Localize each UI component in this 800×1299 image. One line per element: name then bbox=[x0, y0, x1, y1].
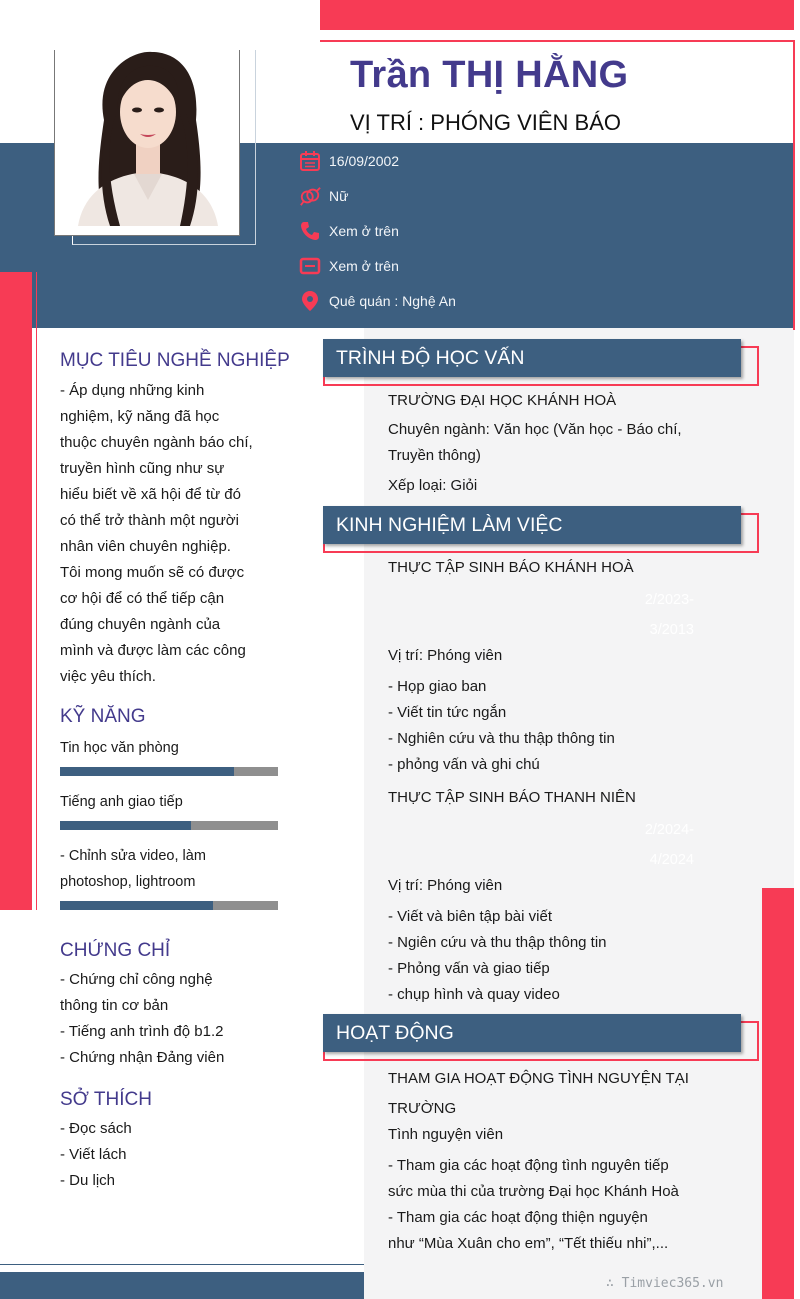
phone-icon bbox=[299, 220, 321, 242]
job-tasks: - Họp giao ban - Viết tin tức ngắn - Nghiên cứu và thu thập thông tin - phỏng vấn và ghi chú bbox=[388, 678, 615, 773]
certificates-title: CHỨNG CHỈ bbox=[60, 940, 171, 961]
education-school: TRƯỜNG ĐẠI HỌC KHÁNH HOÀ bbox=[388, 392, 617, 409]
experience-header: KINH NGHIỆM LÀM VIỆC bbox=[323, 506, 741, 544]
job-role: Vị trí: Phóng viên bbox=[388, 647, 503, 664]
skill-bar-fill bbox=[60, 821, 191, 830]
watermark: ∴ Timviec365.vn bbox=[606, 1276, 724, 1291]
skill-label: Tiếng anh giao tiếp bbox=[60, 794, 183, 810]
skill-bar bbox=[60, 767, 278, 776]
candidate-position: VỊ TRÍ : PHÓNG VIÊN BÁO bbox=[350, 110, 621, 135]
skill-bar bbox=[60, 901, 278, 910]
skills-title: KỸ NĂNG bbox=[60, 706, 146, 727]
job-date: 2/2023- 3/2013 bbox=[644, 592, 694, 638]
top-red-line bbox=[320, 40, 794, 42]
education-header: TRÌNH ĐỘ HỌC VẤN bbox=[323, 339, 741, 377]
activity-name: THAM GIA HOẠT ĐỘNG TÌNH NGUYỆN TẠI TRƯỜNG bbox=[388, 1070, 689, 1117]
job-date: 2/2024- 4/2024 bbox=[644, 822, 694, 868]
contact-hometown: Quê quán : Nghệ An bbox=[299, 289, 456, 313]
bottom-blue-bar bbox=[0, 1272, 364, 1299]
candidate-name: Trần THỊ HẰNG bbox=[350, 54, 629, 96]
activity-description: - Tham gia các hoạt động tình nguyên tiếp sức mùa thi của trường Đại học Khánh Hoà - Tham gia các hoạt động thiện nguyện như “Mùa Xuân cho em”, “Tết thiếu nhi”,... bbox=[388, 1157, 679, 1252]
left-red-bar bbox=[0, 272, 32, 910]
gender-icon bbox=[299, 185, 321, 207]
contact-gender: Nữ bbox=[299, 184, 348, 208]
bottom-blue-line bbox=[0, 1264, 364, 1265]
skill-bar bbox=[60, 821, 278, 830]
education-major: Chuyên ngành: Văn học (Văn học - Báo chí, Truyền thông) bbox=[388, 421, 682, 464]
location-icon bbox=[299, 290, 321, 312]
email-icon bbox=[299, 255, 321, 277]
activity-role: Tình nguyện viên bbox=[388, 1126, 504, 1143]
right-red-stripe bbox=[793, 40, 795, 330]
activities-header: HOẠT ĐỘNG bbox=[323, 1014, 741, 1052]
watermark-dots-icon: ∴ bbox=[606, 1276, 622, 1291]
skill-bar-fill bbox=[60, 901, 213, 910]
skill-bar-fill bbox=[60, 767, 234, 776]
contact-phone: Xem ở trên bbox=[299, 219, 399, 243]
skill-label: - Chỉnh sửa video, làm bbox=[60, 848, 206, 864]
job-tasks: - Viết và biên tập bài viết - Ngiên cứu và thu thập thông tin - Phỏng vấn và giao tiếp - chụp hình và quay video bbox=[388, 908, 607, 1003]
job-company: THỰC TẬP SINH BÁO KHÁNH HOÀ bbox=[388, 559, 634, 576]
skill-label: photoshop, lightroom bbox=[60, 874, 196, 890]
objective-text: - Áp dụng những kinh nghiệm, kỹ năng đã học thuộc chuyên ngành báo chí, truyền hình cũng như sự hiểu biết về xã hội để từ đó có thể trở thành một người nhân viên chuyên nghiệp. Tôi mong muốn sẽ có được cơ hội để có thể tiếp cận đúng chuyên ngành của mình và được làm các công việc yêu thích. bbox=[60, 382, 253, 685]
skill-label: Tin học văn phòng bbox=[60, 740, 179, 756]
hobbies-list: - Đọc sách - Viết lách - Du lịch bbox=[60, 1120, 132, 1189]
contact-email: Xem ở trên bbox=[299, 254, 399, 278]
education-grade: Xếp loại: Giỏi bbox=[388, 477, 478, 494]
hobbies-title: SỞ THÍCH bbox=[60, 1089, 152, 1110]
calendar-icon bbox=[299, 150, 321, 172]
certificates-list: - Chứng chỉ công nghệ thông tin cơ bản - Tiếng anh trình độ b1.2 - Chứng nhận Đảng viên bbox=[60, 971, 225, 1066]
job-role: Vị trí: Phóng viên bbox=[388, 877, 503, 894]
contact-birthdate: 16/09/2002 bbox=[299, 149, 399, 173]
profile-photo bbox=[64, 50, 232, 226]
top-red-bar bbox=[320, 0, 794, 30]
left-red-line bbox=[36, 272, 37, 910]
job-company: THỰC TẬP SINH BÁO THANH NIÊN bbox=[388, 789, 636, 806]
right-red-bar bbox=[762, 888, 794, 1299]
objective-title: MỤC TIÊU NGHỀ NGHIỆP bbox=[60, 350, 290, 371]
